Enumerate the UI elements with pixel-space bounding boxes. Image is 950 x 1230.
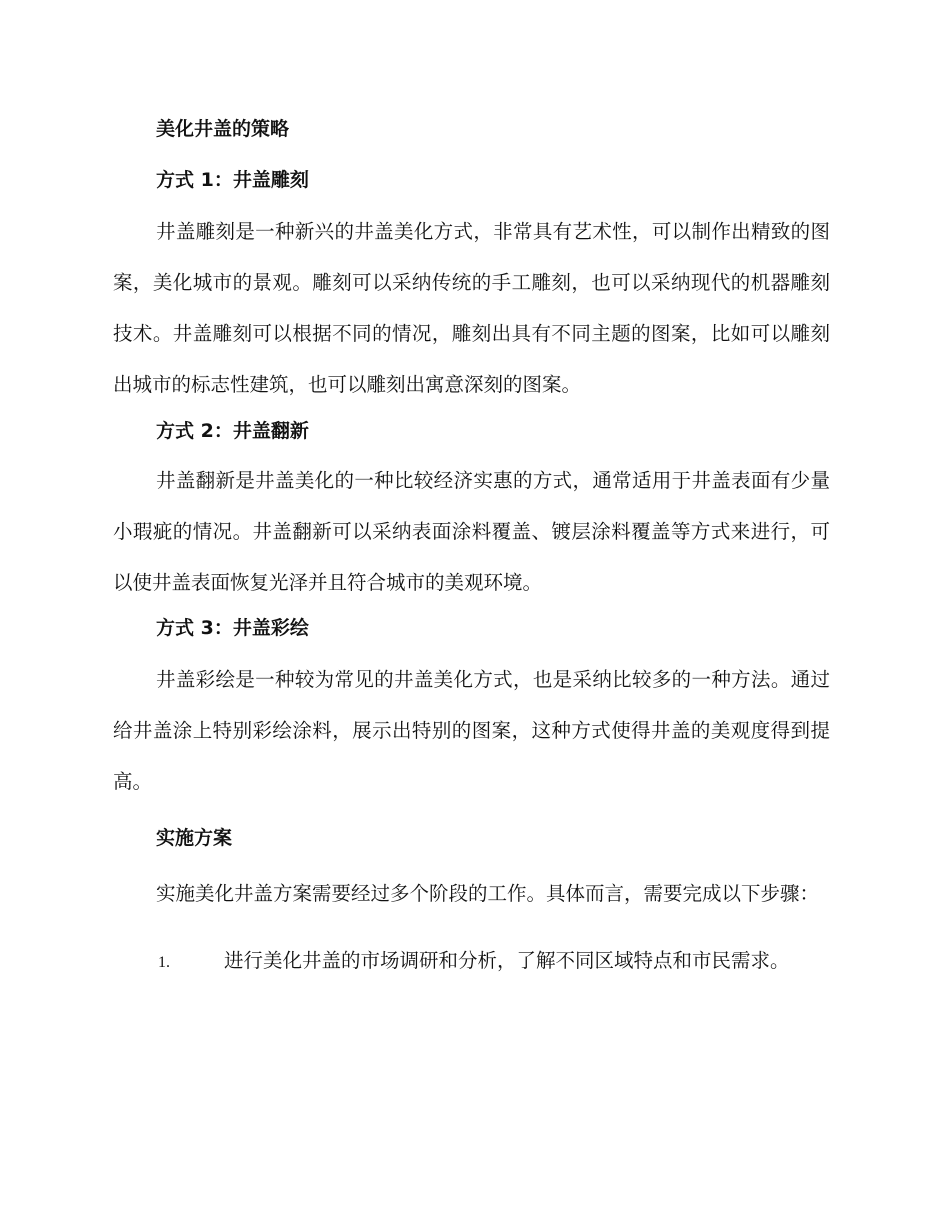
method1-paragraph: 井盖雕刻是一种新兴的井盖美化方式，非常具有艺术性，可以制作出精致的图案，美化城市的景观。雕刻可以采纳传统的手工雕刻，也可以采纳现代的机器雕刻技术。井盖雕刻可以根据不同的情况，雕刻出具有不同主题的图案，比如可以雕刻出城市的标志性建筑，也可以雕刻出寓意深刻的图案。	[113, 220, 830, 396]
method3-paragraph: 井盖彩绘是一种较为常见的井盖美化方式，也是采纳比较多的一种方法。通过给井盖涂上特别彩绘涂料，展示出特别的图案，这种方式使得井盖的美观度得到提高。	[113, 668, 830, 793]
implementation-intro: 实施美化井盖方案需要经过多个阶段的工作。具体而言，需要完成以下步骤：	[156, 882, 820, 905]
method3-heading: 方式 3：井盖彩绘	[156, 617, 309, 639]
method2-paragraph: 井盖翻新是井盖美化的一种比较经济实惠的方式，通常适用于井盖表面有少量小瑕疵的情况。井盖翻新可以采纳表面涂料覆盖、镀层涂料覆盖等方式来进行，可以使井盖表面恢复光泽并且符合城市的美观环境。	[113, 469, 830, 594]
list-item-number: 1.	[158, 954, 170, 971]
document-content	[113, 112, 830, 988]
section-title: 美化井盖的策略	[156, 118, 290, 140]
list-item	[113, 935, 830, 988]
method2-heading: 方式 2：井盖翻新	[156, 420, 309, 442]
implementation-heading: 实施方案	[156, 827, 233, 849]
method1-heading: 方式 1：井盖雕刻	[156, 169, 309, 191]
list-item-text: 进行美化井盖的市场调研和分析，了解不同区域特点和市民需求。	[224, 949, 790, 972]
